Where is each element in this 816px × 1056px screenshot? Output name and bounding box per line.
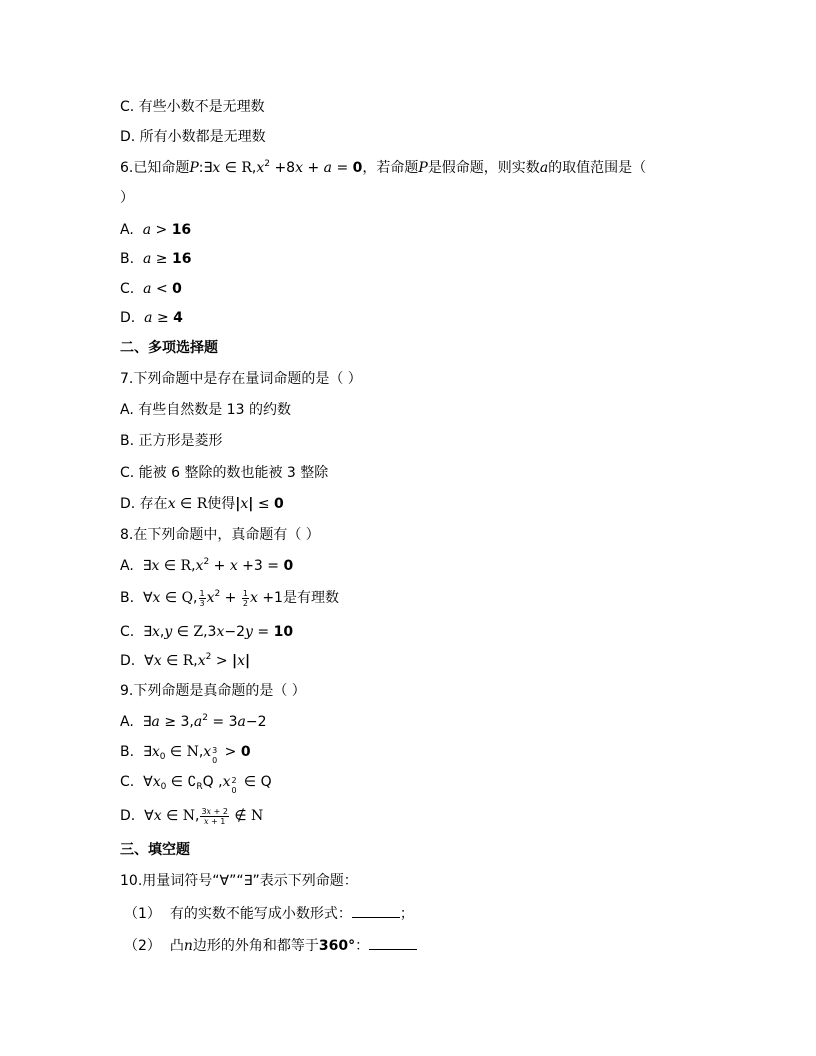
q6-stem-mid2: 是假命题，则实数 [427, 160, 540, 176]
q9-option-c: C. $\forall x_0$ ∈ $∁_RQ$ ,x 2 0 ∈ Q [120, 774, 272, 795]
q8-option-a-label: A. [120, 558, 134, 574]
q8-option-a: A. ∃x ∈ $R,x^2 + x +3 = 0$ [120, 557, 294, 574]
q9-option-d-label: D. [120, 808, 136, 824]
q10-item-1-text: 有的实数不能写成小数形式： [169, 906, 352, 922]
q9-option-a: A. ∃a ≥ $3,a^2 = 3a-2$ [120, 713, 267, 730]
q10-item-1 [124, 903, 414, 924]
q10-stem: 10.用量词符号“∀”“∃”表示下列命题： [120, 873, 358, 889]
q10-item-2: （2） 凸n边形的外角和都等于360°： [124, 935, 417, 956]
q8-option-d: D. ∀x ∈ $R,x^2 > |x|$ [120, 652, 251, 669]
q9-option-c-label: C. [120, 774, 135, 790]
q9-option-b-label: B. [120, 744, 135, 760]
q7-option-d: D. 存在x ∈ R使得|x| ≤ 0 [120, 496, 284, 512]
q6-option-a-label: A. [120, 222, 134, 238]
q7-option-b: B. 正方形是菱形 [120, 433, 223, 449]
q10-item-2-text-a: 凸 [169, 938, 184, 954]
q6-stem: 6.已知命题P:∃x ∈ $R,x^2 +8x + a = 0$，若命题P是假命题，则实数a的取值范围是（ [120, 159, 647, 176]
q9-stem: 9.下列命题是真命题的是（ ） [120, 683, 306, 699]
q7-stem: 7.下列命题中是存在量词命题的是（ ） [120, 371, 362, 387]
q6-option-a: A. a > 16 [120, 222, 192, 238]
q6-option-d-label: D. [120, 310, 136, 326]
q10-item-1-blank[interactable] [352, 903, 400, 918]
section-heading-fill-blank: 三、填空题 [120, 842, 190, 858]
q6-option-b-label: B. [120, 251, 135, 267]
q8-option-b: B. ∀x ∈ Q, $\frac{1}{3}$ $x^2$ + $\frac{1}{2}$ x +1是有理数 [120, 588, 339, 608]
q8-option-b-label: B. [120, 590, 135, 606]
q8-option-c-label: C. [120, 624, 135, 640]
q7-option-d-tail: 使得 [207, 496, 236, 512]
q10-item-1-end: ； [399, 906, 414, 922]
q10-item-2-blank[interactable] [369, 935, 417, 950]
q6-option-b: B. a ≥ 16 [120, 251, 192, 267]
q6-stem-mid: 若命题 [376, 160, 419, 176]
q10-item-2-text-b: 边形的外角和都等于 [192, 938, 319, 954]
q5-option-c: C. 有些小数不是无理数 [120, 99, 265, 115]
q8-option-b-tail: 是有理数 [282, 590, 339, 606]
q5-option-d: D. 所有小数都是无理数 [120, 129, 266, 145]
q9-option-d: D. ∀x ∈ N, $\frac{3x + 2}{x + 1}$ ∉ N [120, 806, 264, 826]
q7-option-d-label: D. 存在 [120, 496, 168, 512]
q9-option-a-label: A. [120, 714, 134, 730]
q6-option-c: C. a < 0 [120, 281, 182, 297]
q8-option-c: C. ∃x,y ∈ Z,3x−2y = 10 [120, 624, 294, 640]
q8-stem: 8.在下列命题中，真命题有（ ） [120, 527, 320, 543]
section-heading-multiple-choice: 二、多项选择题 [120, 340, 218, 356]
q6-option-c-label: C. [120, 281, 135, 297]
q8-option-d-label: D. [120, 653, 136, 669]
q10-item-1-number: （1） [124, 906, 161, 922]
q7-option-c: C. 能被 6 整除的数也能被 3 整除 [120, 465, 329, 481]
q6-option-d: D. a ≥ 4 [120, 310, 183, 326]
q10-item-2-number: （2） [124, 938, 161, 954]
q9-option-b: B. $\exists x_0$ ∈ N,x 3 0 > 0 [120, 744, 251, 765]
q6-stem-end: 的取值范围是（ [548, 160, 647, 176]
q10-item-2-degrees: 360° [318, 938, 356, 954]
q6-stem-start: 6.已知命题 [120, 160, 190, 176]
q7-option-a: A. 有些自然数是 13 的约数 [120, 402, 291, 418]
q6-stem-close: ） [120, 190, 134, 206]
q10-item-2-colon: ： [355, 938, 370, 954]
